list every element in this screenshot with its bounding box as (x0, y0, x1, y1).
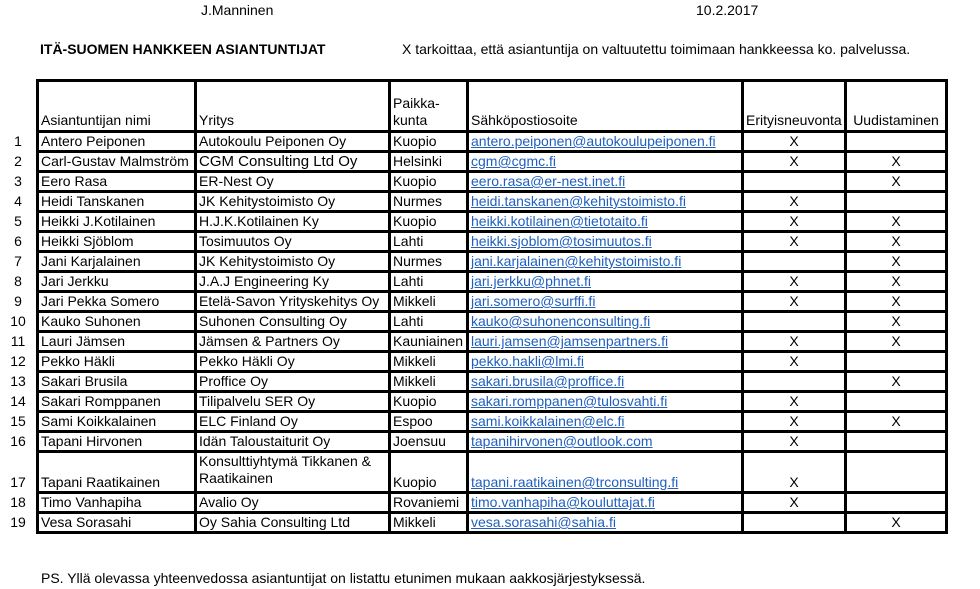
table-row (38, 272, 947, 292)
company-name: Avalio Oy (196, 493, 390, 513)
company-name: Oy Sahia Consulting Ltd (196, 513, 390, 533)
city: Lahti (390, 232, 468, 252)
email-link[interactable]: jari.jerkku@phnet.fi (471, 273, 592, 289)
company-name: Etelä-Savon Yrityskehitys Oy (196, 292, 390, 312)
renewal-mark (846, 452, 947, 493)
special-advice-mark (743, 372, 846, 392)
email-link[interactable]: sakari.brusila@proffice.fi (471, 373, 625, 389)
expert-name: Sakari Romppanen (38, 392, 196, 412)
email-cell (468, 513, 743, 533)
company-name: Tosimuutos Oy (196, 232, 390, 252)
table-row (38, 192, 947, 212)
email-link[interactable]: tapani.raatikainen@trconsulting.fi (471, 474, 679, 490)
expert-name: Carl-Gustav Malmström (38, 152, 196, 172)
email-cell (468, 352, 743, 372)
row-number: 12 (10, 352, 26, 369)
table-row (38, 172, 947, 192)
city: Mikkeli (390, 372, 468, 392)
expert-name: Jari Jerkku (38, 272, 196, 292)
table-row (38, 132, 947, 152)
city: Mikkeli (390, 352, 468, 372)
special-advice-mark (743, 513, 846, 533)
table-header-row (38, 81, 947, 132)
email-link[interactable]: heikki.kotilainen@tietotaito.fi (471, 213, 648, 229)
email-link[interactable]: timo.vanhapiha@kouluttajat.fi (471, 494, 655, 510)
email-link[interactable]: sakari.romppanen@tulosvahti.fi (471, 393, 668, 409)
city: Rovaniemi (390, 493, 468, 513)
email-link[interactable]: antero.peiponen@autokoulupeiponen.fi (471, 133, 716, 149)
table-row (38, 513, 947, 533)
row-number: 6 (14, 232, 22, 249)
expert-name: Sakari Brusila (38, 372, 196, 392)
experts-table (36, 79, 948, 534)
table-row (38, 452, 947, 493)
row-number: 16 (10, 432, 26, 449)
expert-name: Heikki J.Kotilainen (38, 212, 196, 232)
renewal-mark (846, 192, 947, 212)
email-cell (468, 452, 743, 493)
email-cell (468, 212, 743, 232)
row-number: 11 (10, 332, 26, 349)
expert-name: Heikki Sjöblom (38, 232, 196, 252)
special-advice-mark: X (743, 292, 846, 312)
header-company: Yritys (196, 81, 390, 132)
company-name: Idän Taloustaiturit Oy (196, 432, 390, 452)
special-advice-mark (743, 252, 846, 272)
expert-name: Eero Rasa (38, 172, 196, 192)
company-name: Konsulttiyhtymä Tikkanen & Raatikainen (196, 452, 390, 493)
special-advice-mark: X (743, 152, 846, 172)
table-row (38, 232, 947, 252)
email-link[interactable]: heidi.tanskanen@kehitystoimisto.fi (471, 193, 686, 209)
city: Kuopio (390, 132, 468, 152)
row-number: 5 (14, 212, 22, 229)
header-city (390, 81, 468, 132)
table-row (38, 352, 947, 372)
city: Kuopio (390, 172, 468, 192)
renewal-mark (846, 392, 947, 412)
email-cell (468, 392, 743, 412)
special-advice-mark: X (743, 212, 846, 232)
table-row (38, 412, 947, 432)
row-number: 9 (14, 292, 22, 309)
special-advice-mark: X (743, 352, 846, 372)
email-cell (468, 192, 743, 212)
city: Mikkeli (390, 513, 468, 533)
special-advice-mark: X (743, 493, 846, 513)
expert-name: Sami Koikkalainen (38, 412, 196, 432)
header-renewal: Uudistaminen (846, 81, 947, 132)
special-advice-mark: X (743, 392, 846, 412)
company-name: Suhonen Consulting Oy (196, 312, 390, 332)
expert-name: Jari Pekka Somero (38, 292, 196, 312)
email-link[interactable]: pekko.hakli@lmi.fi (471, 353, 585, 369)
renewal-mark: X (846, 212, 947, 232)
company-name: J.A.J Engineering Ky (196, 272, 390, 292)
renewal-mark (846, 132, 947, 152)
renewal-mark: X (846, 232, 947, 252)
email-link[interactable]: lauri.jamsen@jamsenpartners.fi (471, 333, 669, 349)
row-number: 7 (14, 252, 22, 269)
document-title: ITÄ-SUOMEN HANKKEEN ASIANTUNTIJAT (40, 41, 326, 57)
email-link[interactable]: jani.karjalainen@kehitystoimisto.fi (471, 253, 682, 269)
row-number: 19 (10, 513, 26, 530)
email-cell (468, 292, 743, 312)
table-row (38, 432, 947, 452)
email-cell (468, 152, 743, 172)
renewal-mark: X (846, 513, 947, 533)
email-link[interactable]: kauko@suhonenconsulting.fi (471, 313, 651, 329)
company-name: H.J.K.Kotilainen Ky (196, 212, 390, 232)
email-cell (468, 412, 743, 432)
special-advice-mark: X (743, 332, 846, 352)
special-advice-mark: X (743, 452, 846, 493)
renewal-mark: X (846, 412, 947, 432)
header-city-line1: Paikka- (393, 95, 440, 111)
email-link[interactable]: jari.somero@surffi.fi (471, 293, 596, 309)
row-number: 3 (14, 172, 22, 189)
email-cell (468, 372, 743, 392)
special-advice-mark: X (743, 432, 846, 452)
header-city-line2: kunta (393, 112, 428, 128)
expert-name: Heidi Tanskanen (38, 192, 196, 212)
author-name: J.Manninen (201, 2, 274, 18)
city: Joensuu (390, 432, 468, 452)
renewal-mark: X (846, 152, 947, 172)
document-date: 10.2.2017 (696, 2, 759, 18)
city: Lahti (390, 272, 468, 292)
company-name: Pekko Häkli Oy (196, 352, 390, 372)
email-cell (468, 272, 743, 292)
email-link[interactable]: eero.rasa@er-nest.inet.fi (471, 173, 626, 189)
email-cell (468, 332, 743, 352)
expert-name: Vesa Sorasahi (38, 513, 196, 533)
email-cell (468, 232, 743, 252)
header-email: Sähköpostiosoite (468, 81, 743, 132)
email-link[interactable]: sami.koikkalainen@elc.fi (471, 413, 625, 429)
table-row (38, 332, 947, 352)
special-advice-mark: X (743, 412, 846, 432)
email-cell (468, 252, 743, 272)
email-cell (468, 493, 743, 513)
renewal-mark: X (846, 292, 947, 312)
expert-name: Jani Karjalainen (38, 252, 196, 272)
company-name: JK Kehitystoimisto Oy (196, 252, 390, 272)
email-link[interactable]: heikki.sjoblom@tosimuutos.fi (471, 233, 652, 249)
legend-note: X tarkoittaa, että asiantuntija on valtuutettu toimimaan hankkeessa ko. palvelussa. (402, 41, 911, 57)
renewal-mark: X (846, 272, 947, 292)
renewal-mark: X (846, 372, 947, 392)
city: Nurmes (390, 252, 468, 272)
table-body (38, 132, 947, 533)
renewal-mark: X (846, 332, 947, 352)
city: Kauniainen (390, 332, 468, 352)
expert-name: Kauko Suhonen (38, 312, 196, 332)
special-advice-mark (743, 312, 846, 332)
city: Lahti (390, 312, 468, 332)
expert-name: Timo Vanhapiha (38, 493, 196, 513)
city: Helsinki (390, 152, 468, 172)
company-name: Autokoulu Peiponen Oy (196, 132, 390, 152)
special-advice-mark: X (743, 272, 846, 292)
city: Espoo (390, 412, 468, 432)
expert-name: Antero Peiponen (38, 132, 196, 152)
company-name: CGM Consulting Ltd Oy (196, 152, 390, 172)
company-name: JK Kehitystoimisto Oy (196, 192, 390, 212)
city: Kuopio (390, 452, 468, 493)
email-cell (468, 432, 743, 452)
email-cell (468, 172, 743, 192)
row-number: 13 (10, 372, 26, 389)
email-cell (468, 312, 743, 332)
row-number: 8 (14, 272, 22, 289)
email-link[interactable]: cgm@cgmc.fi (471, 153, 556, 169)
expert-name: Pekko Häkli (38, 352, 196, 372)
company-name: Jämsen & Partners Oy (196, 332, 390, 352)
email-link[interactable]: tapanihirvonen@outlook.com (471, 433, 653, 449)
email-cell (468, 132, 743, 152)
row-number: 17 (10, 473, 26, 490)
renewal-mark (846, 352, 947, 372)
table-row (38, 392, 947, 412)
row-number: 1 (14, 132, 22, 149)
special-advice-mark: X (743, 232, 846, 252)
table-row (38, 212, 947, 232)
row-number: 2 (14, 152, 22, 169)
header-name: Asiantuntijan nimi (38, 81, 196, 132)
table-row (38, 493, 947, 513)
city: Kuopio (390, 212, 468, 232)
expert-name: Tapani Hirvonen (38, 432, 196, 452)
renewal-mark: X (846, 172, 947, 192)
company-name: ELC Finland Oy (196, 412, 390, 432)
renewal-mark: X (846, 252, 947, 272)
renewal-mark: X (846, 312, 947, 332)
city: Mikkeli (390, 292, 468, 312)
header-special-advice: Erityisneuvonta (743, 81, 846, 132)
email-link[interactable]: vesa.sorasahi@sahia.fi (471, 514, 616, 530)
city: Nurmes (390, 192, 468, 212)
table-row (38, 292, 947, 312)
row-number: 4 (14, 192, 22, 209)
city: Kuopio (390, 392, 468, 412)
company-name: ER-Nest Oy (196, 172, 390, 192)
company-name: Tilipalvelu SER Oy (196, 392, 390, 412)
renewal-mark (846, 432, 947, 452)
row-number: 15 (10, 412, 26, 429)
table-row (38, 372, 947, 392)
footnote: PS. Yllä olevassa yhteenvedossa asiantuntijat on listattu etunimen mukaan aakkosjärjestyksessä. (41, 570, 646, 586)
table-row (38, 152, 947, 172)
row-number: 10 (10, 312, 26, 329)
expert-name: Lauri Jämsen (38, 332, 196, 352)
special-advice-mark (743, 172, 846, 192)
table-row (38, 252, 947, 272)
renewal-mark (846, 493, 947, 513)
experts-table-container (36, 79, 948, 534)
table-row (38, 312, 947, 332)
company-name: Proffice Oy (196, 372, 390, 392)
special-advice-mark: X (743, 132, 846, 152)
row-number: 14 (10, 392, 26, 409)
special-advice-mark: X (743, 192, 846, 212)
row-number: 18 (10, 493, 26, 510)
expert-name: Tapani Raatikainen (38, 452, 196, 493)
